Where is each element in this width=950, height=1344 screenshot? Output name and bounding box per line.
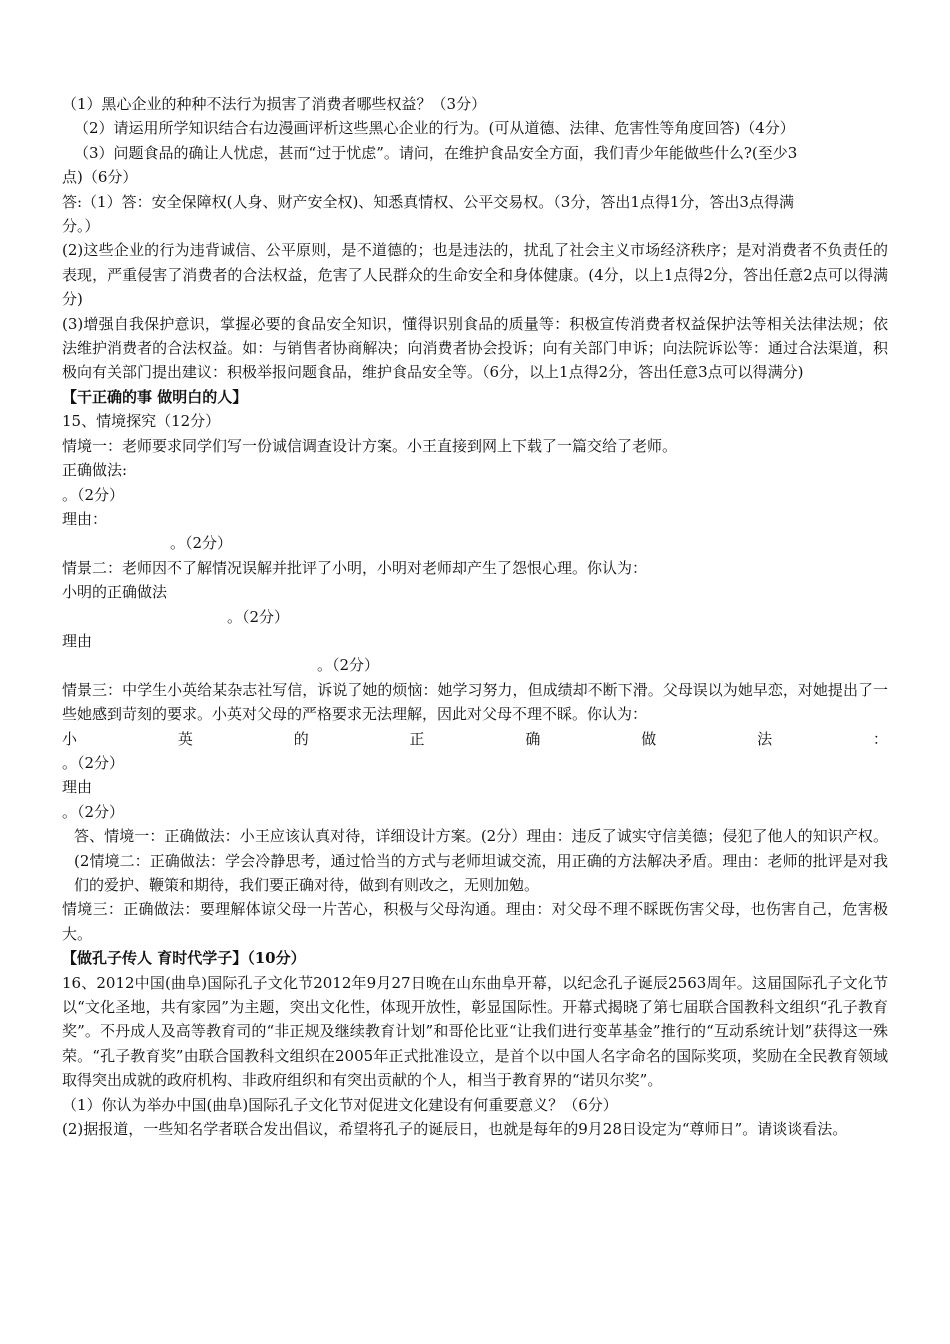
s3-char: 小 (62, 729, 78, 748)
q14-sub2: （2）请运用所学知识结合右边漫画评析这些黑心企业的行为。(可从道德、法律、危害性等角度回答)（4分） (74, 119, 795, 138)
q15-s3-correct-score: 。（2分） (62, 753, 125, 772)
document-page (62, 92, 888, 1141)
q15-s2-reason-label: 理由 (62, 631, 93, 650)
s3-char: 的 (293, 729, 309, 748)
q15-s3-reason-label: 理由 (62, 778, 93, 797)
q16-body: 16、2012中国(曲阜)国际孔子文化节2012年9月27日晚在山东曲阜开幕，以纪念孔子诞辰2563周年。这届国际孔子文化节以“文化圣地，共有家园”为主题，突出文化性，体现开放性，彰显国际性。开幕式揭晓了第七届联合国教科文组织“孔子教育奖”。不丹成人及高等教育司的“非正规及继续教育计划”和哥伦比亚“让我们进行变革基金”推行的“互动系统计划”获得这一殊荣。“孔子教育奖”由联合国教科文组织在2005年正式批准设立，是首个以中国人名字命名的国际奖项，奖励在全民教育领域取得突出成就的政府机构、非政府组织和有突出贡献的个人，相当于教育界的“诺贝尔奖”。 (62, 973, 888, 1090)
s3-char: ： (872, 729, 888, 748)
q16-sub2: (2)据报道，一些知名学者联合发出倡议，希望将孔子的诞辰日，也就是每年的9月28日设定为“尊师日”。请谈谈看法。 (62, 1120, 848, 1139)
q14-answer3: (3)增强自我保护意识，掌握必要的食品安全知识，懂得识别食品的质量等：积极宣传消费者权益保护法等相关法律法规；依法维护消费者的合法权益。如：与销售者协商解决；向消费者协会投诉；向有关部门申诉；向法院诉讼等：通过合法渠道，积极向有关部门提出建议：积极举报问题食品，维护食品安全等。（6分，以上1点得2分，答出任意3点可以得满分) (62, 314, 888, 382)
q15-title: 15、情境探究（12分） (62, 412, 221, 431)
q14-sub1: （1）黑心企业的种种不法行为损害了消费者哪些权益？（3分） (62, 95, 487, 113)
q15-s1-correct-score: 。（2分） (62, 485, 125, 504)
section-heading-1: 【干正确的事 做明白的人】 (62, 387, 248, 406)
s3-char: 英 (177, 729, 193, 748)
q15-answer-part2: 情境三：正确做法：要理解体谅父母一片苦心，积极与父母沟通。理由：对父母不理不睬既伤害父母，也伤害自己，危害极大。 (62, 900, 888, 943)
q15-s2-correct-score: 。（2分） (227, 607, 290, 626)
q15-scenario2: 情景二：老师因不了解情况误解并批评了小明，小明对老师却产生了怨恨心理。你认为： (62, 558, 648, 577)
q15-answer-part1: 答、情境一：正确做法：小王应该认真对待，详细设计方案。(2分）理由：违反了诚实守信美德；侵犯了他人的知识产权。(2情境二：正确做法：学会冷静思考，通过恰当的方式与老师坦诚交流，用正确的方法解决矛盾。理由：老师的批评是对我们的爱护、鞭策和期待，我们要正确对待，做到有则改之，无则加勉。 (74, 827, 888, 894)
q15-scenario1: 情境一：老师要求同学们写一份诚信调查设计方案。小王直接到网上下载了一篇交给了老师。 (62, 436, 678, 455)
q14-answer1-line2: 分。） (62, 217, 100, 236)
q15-s1-correct-label: 正确做法: (62, 461, 128, 480)
section-heading-2: 【做孔子传人 育时代学子】（10分） (62, 949, 306, 968)
q14-answer2: (2)这些企业的行为违背诚信、公平原则，是不道德的；也是违法的，扰乱了社会主义市场经济秩序；是对消费者不负责任的表现，严重侵害了消费者的合法权益，危害了人民群众的生命安全和身体健康。(4分，以上1点得2分，答出任意2点可以得满分) (62, 241, 888, 309)
q15-s3-reason-score: 。（2分） (62, 802, 125, 821)
q14-sub3-line1: （3）问题食品的确让人忧虑，甚而“过于忧虑”。请问，在维护食品安全方面，我们青少年能做些什么?(至少3 (74, 143, 798, 162)
q15-scenario3: 情景三：中学生小英给某杂志社写信，诉说了她的烦恼：她学习努力，但成绩却不断下滑。父母误以为她早恋，对她提出了一些她感到苛刻的要求。小英对父母的严格要求无法理解，因此对父母不理不睬。你认为： (62, 680, 888, 724)
q15-s2-correct-label: 小明的正确做法 (62, 583, 168, 602)
s3-char: 做 (641, 729, 657, 748)
q15-s1-reason-label: 理由： (62, 509, 108, 528)
q15-s3-correct-label (62, 727, 888, 751)
q14-sub3-line2: 点)（6分） (62, 168, 138, 187)
s3-char: 正 (409, 729, 425, 748)
q15-s1-reason-score: 。（2分） (170, 534, 233, 553)
q14-answer1-line1: 答:（1）答：安全保障权(人身、财产安全权)、知悉真情权、公平交易权。（3分，答出1点得1分，答出3点得满 (62, 192, 794, 211)
q16-sub1: （1）你认为举办中国(曲阜)国际孔子文化节对促进文化建设有何重要意义？（6分） (62, 1095, 618, 1114)
s3-char: 法 (757, 729, 773, 748)
q15-s2-reason-score: 。（2分） (317, 656, 380, 675)
s3-char: 确 (525, 729, 541, 748)
